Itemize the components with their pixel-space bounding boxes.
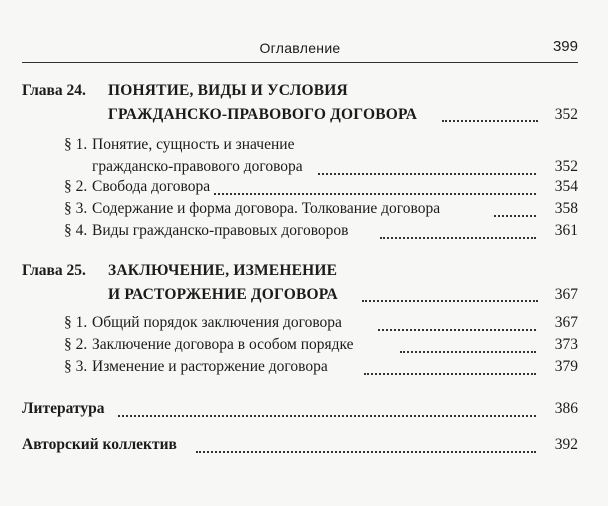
back-matter-page: 392 bbox=[554, 436, 578, 453]
running-header bbox=[22, 34, 578, 63]
leader-dots bbox=[494, 211, 536, 217]
leader-dots bbox=[196, 447, 536, 453]
section-title: Изменение и расторжение договора bbox=[92, 358, 328, 375]
literature-entry[interactable] bbox=[22, 398, 578, 420]
back-matter-title: Литература bbox=[22, 400, 105, 417]
section-number: § 3. bbox=[64, 358, 88, 375]
authors-entry[interactable] bbox=[22, 434, 578, 456]
section-page: 352 bbox=[554, 158, 578, 175]
leader-dots bbox=[362, 296, 538, 302]
chapter-title-line2: И РАСТОРЖЕНИЕ ДОГОВОРА bbox=[108, 286, 338, 303]
leader-dots bbox=[118, 411, 536, 417]
section-24-2-entry[interactable] bbox=[22, 176, 578, 198]
section-title: Свобода договора bbox=[92, 178, 211, 195]
section-number: § 2. bbox=[64, 178, 88, 195]
chapter-label: Глава 24. bbox=[22, 82, 86, 99]
section-number: § 3. bbox=[64, 200, 88, 217]
leader-dots bbox=[380, 233, 536, 239]
leader-dots bbox=[442, 116, 538, 122]
section-24-4-entry[interactable] bbox=[22, 220, 578, 242]
chapter-title-line1: ЗАКЛЮЧЕНИЕ, ИЗМЕНЕНИЕ bbox=[108, 262, 338, 279]
section-number: § 1. bbox=[64, 136, 88, 153]
chapter-label: Глава 25. bbox=[22, 262, 86, 279]
header-title: Оглавление bbox=[259, 40, 341, 56]
chapter-title-line2: ГРАЖДАНСКО-ПРАВОВОГО ДОГОВОРА bbox=[108, 106, 418, 123]
section-page: 361 bbox=[554, 222, 578, 239]
chapter-25-entry[interactable] bbox=[22, 260, 578, 308]
section-page: 379 bbox=[554, 358, 578, 375]
leader-dots bbox=[318, 169, 536, 175]
section-24-1-entry[interactable] bbox=[22, 134, 578, 178]
back-matter-page: 386 bbox=[554, 400, 578, 417]
section-page: 354 bbox=[554, 178, 578, 195]
section-25-1-entry[interactable] bbox=[22, 312, 578, 334]
section-number: § 4. bbox=[64, 222, 88, 239]
section-number: § 2. bbox=[64, 336, 88, 353]
section-page: 358 bbox=[554, 200, 578, 217]
section-title: Общий порядок заключения договора bbox=[92, 314, 342, 331]
leader-dots bbox=[378, 325, 536, 331]
section-25-2-entry[interactable] bbox=[22, 334, 578, 356]
leader-dots bbox=[364, 369, 536, 375]
leader-dots bbox=[400, 347, 536, 353]
section-page: 367 bbox=[554, 314, 578, 331]
section-title: Заключение договора в особом порядке bbox=[92, 336, 354, 353]
chapter-title-line1: ПОНЯТИЕ, ВИДЫ И УСЛОВИЯ bbox=[108, 82, 348, 99]
section-title-line2: гражданско-правового договора bbox=[92, 158, 303, 175]
header-page-number: 399 bbox=[552, 38, 578, 55]
section-25-3-entry[interactable] bbox=[22, 356, 578, 378]
chapter-page: 367 bbox=[554, 286, 578, 303]
section-24-3-entry[interactable] bbox=[22, 198, 578, 220]
section-title: Виды гражданско-правовых договоров bbox=[92, 222, 349, 239]
section-number: § 1. bbox=[64, 314, 88, 331]
section-title: Содержание и форма договора. Толкование договора bbox=[92, 200, 441, 217]
section-page: 373 bbox=[554, 336, 578, 353]
chapter-24-entry[interactable] bbox=[22, 80, 578, 128]
section-title-line1: Понятие, сущность и значение bbox=[92, 136, 295, 153]
leader-dots bbox=[214, 189, 536, 195]
back-matter-title: Авторский коллектив bbox=[22, 436, 177, 453]
chapter-page: 352 bbox=[554, 106, 578, 123]
